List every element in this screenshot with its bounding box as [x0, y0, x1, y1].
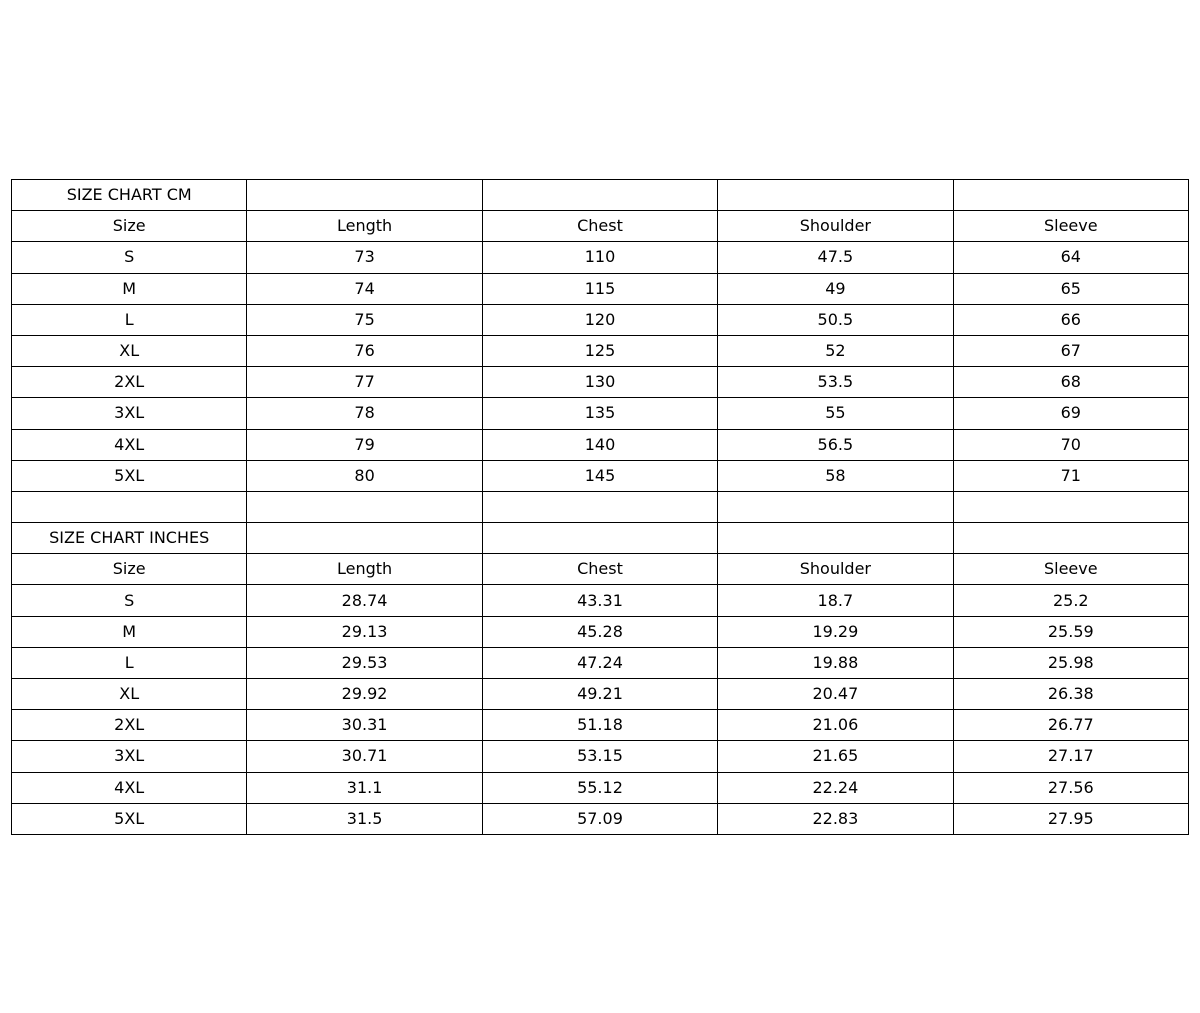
table-row [12, 585, 1189, 616]
column-header: Length [247, 554, 482, 585]
column-header: Sleeve [953, 211, 1188, 242]
cm-chart-header-row [12, 211, 1189, 242]
measurement-cell: 47.24 [482, 647, 717, 678]
measurement-cell: 29.92 [247, 679, 482, 710]
size-label-cell: S [12, 585, 247, 616]
column-header: Size [12, 554, 247, 585]
measurement-cell: 22.24 [718, 772, 953, 803]
measurement-cell: 53.5 [718, 367, 953, 398]
measurement-cell: 45.28 [482, 616, 717, 647]
measurement-cell: 28.74 [247, 585, 482, 616]
measurement-cell: 77 [247, 367, 482, 398]
measurement-cell: 25.59 [953, 616, 1188, 647]
empty-cell [247, 180, 482, 211]
table-row [12, 803, 1189, 834]
size-label-cell: 2XL [12, 367, 247, 398]
measurement-cell: 31.1 [247, 772, 482, 803]
table-row [12, 772, 1189, 803]
measurement-cell: 27.17 [953, 741, 1188, 772]
empty-cell [953, 180, 1188, 211]
measurement-cell: 31.5 [247, 803, 482, 834]
measurement-cell: 47.5 [718, 242, 953, 273]
measurement-cell: 130 [482, 367, 717, 398]
measurement-cell: 19.29 [718, 616, 953, 647]
measurement-cell: 26.77 [953, 710, 1188, 741]
table-row [12, 304, 1189, 335]
table-row [12, 616, 1189, 647]
size-label-cell: 5XL [12, 460, 247, 491]
measurement-cell: 65 [953, 273, 1188, 304]
measurement-cell: 50.5 [718, 304, 953, 335]
measurement-cell: 79 [247, 429, 482, 460]
measurement-cell: 30.71 [247, 741, 482, 772]
measurement-cell: 74 [247, 273, 482, 304]
measurement-cell: 21.65 [718, 741, 953, 772]
measurement-cell: 26.38 [953, 679, 1188, 710]
measurement-cell: 49.21 [482, 679, 717, 710]
measurement-cell: 70 [953, 429, 1188, 460]
measurement-cell: 58 [718, 460, 953, 491]
table-row [12, 647, 1189, 678]
empty-cell [718, 180, 953, 211]
measurement-cell: 80 [247, 460, 482, 491]
size-label-cell: XL [12, 335, 247, 366]
table-row [12, 710, 1189, 741]
table-row [12, 335, 1189, 366]
measurement-cell: 19.88 [718, 647, 953, 678]
measurement-cell: 52 [718, 335, 953, 366]
measurement-cell: 27.95 [953, 803, 1188, 834]
column-header: Chest [482, 554, 717, 585]
empty-cell [482, 180, 717, 211]
size-label-cell: M [12, 273, 247, 304]
spacer-row [12, 491, 1189, 522]
measurement-cell: 67 [953, 335, 1188, 366]
size-chart-body [12, 180, 1189, 835]
measurement-cell: 57.09 [482, 803, 717, 834]
measurement-cell: 21.06 [718, 710, 953, 741]
measurement-cell: 27.56 [953, 772, 1188, 803]
measurement-cell: 56.5 [718, 429, 953, 460]
size-label-cell: L [12, 304, 247, 335]
empty-cell [482, 523, 717, 554]
measurement-cell: 120 [482, 304, 717, 335]
measurement-cell: 43.31 [482, 585, 717, 616]
measurement-cell: 135 [482, 398, 717, 429]
measurement-cell: 20.47 [718, 679, 953, 710]
table-row [12, 273, 1189, 304]
measurement-cell: 145 [482, 460, 717, 491]
table-row [12, 679, 1189, 710]
measurement-cell: 115 [482, 273, 717, 304]
size-label-cell: 2XL [12, 710, 247, 741]
size-label-cell: 3XL [12, 741, 247, 772]
measurement-cell: 75 [247, 304, 482, 335]
size-label-cell: XL [12, 679, 247, 710]
table-row [12, 367, 1189, 398]
chart-title-cell: SIZE CHART CM [12, 180, 247, 211]
measurement-cell: 125 [482, 335, 717, 366]
empty-cell [953, 491, 1188, 522]
column-header: Size [12, 211, 247, 242]
inch-chart-header-row [12, 554, 1189, 585]
measurement-cell: 22.83 [718, 803, 953, 834]
table-row [12, 741, 1189, 772]
inch-chart-title-row [12, 523, 1189, 554]
measurement-cell: 51.18 [482, 710, 717, 741]
measurement-cell: 53.15 [482, 741, 717, 772]
empty-cell [718, 491, 953, 522]
size-label-cell: L [12, 647, 247, 678]
empty-cell [482, 491, 717, 522]
column-header: Shoulder [718, 211, 953, 242]
empty-cell [718, 523, 953, 554]
empty-cell [247, 491, 482, 522]
measurement-cell: 76 [247, 335, 482, 366]
column-header: Chest [482, 211, 717, 242]
column-header: Length [247, 211, 482, 242]
measurement-cell: 140 [482, 429, 717, 460]
measurement-cell: 69 [953, 398, 1188, 429]
size-label-cell: 3XL [12, 398, 247, 429]
empty-cell [12, 491, 247, 522]
measurement-cell: 78 [247, 398, 482, 429]
measurement-cell: 25.98 [953, 647, 1188, 678]
empty-cell [247, 523, 482, 554]
measurement-cell: 68 [953, 367, 1188, 398]
measurement-cell: 49 [718, 273, 953, 304]
measurement-cell: 71 [953, 460, 1188, 491]
measurement-cell: 66 [953, 304, 1188, 335]
table-row [12, 429, 1189, 460]
measurement-cell: 73 [247, 242, 482, 273]
measurement-cell: 25.2 [953, 585, 1188, 616]
chart-title-cell: SIZE CHART INCHES [12, 523, 247, 554]
cm-chart-title-row [12, 180, 1189, 211]
size-chart-table [11, 179, 1189, 835]
measurement-cell: 29.13 [247, 616, 482, 647]
measurement-cell: 110 [482, 242, 717, 273]
measurement-cell: 29.53 [247, 647, 482, 678]
size-label-cell: 4XL [12, 772, 247, 803]
size-label-cell: 4XL [12, 429, 247, 460]
column-header: Shoulder [718, 554, 953, 585]
size-label-cell: M [12, 616, 247, 647]
table-row [12, 460, 1189, 491]
table-row [12, 242, 1189, 273]
size-label-cell: 5XL [12, 803, 247, 834]
measurement-cell: 64 [953, 242, 1188, 273]
size-label-cell: S [12, 242, 247, 273]
measurement-cell: 30.31 [247, 710, 482, 741]
measurement-cell: 55 [718, 398, 953, 429]
table-row [12, 398, 1189, 429]
measurement-cell: 18.7 [718, 585, 953, 616]
measurement-cell: 55.12 [482, 772, 717, 803]
column-header: Sleeve [953, 554, 1188, 585]
empty-cell [953, 523, 1188, 554]
